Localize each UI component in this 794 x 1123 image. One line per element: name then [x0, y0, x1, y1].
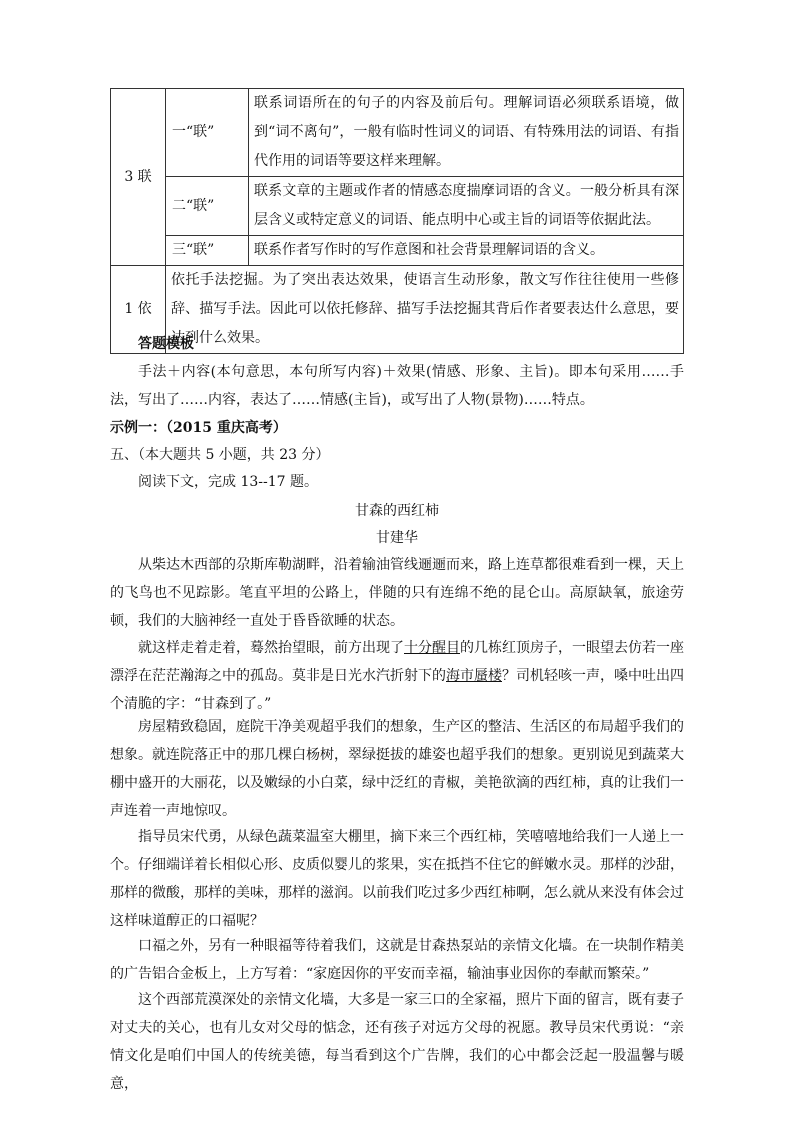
method-table	[110, 88, 684, 354]
p2-text-a: 就这样走着走着，蓦然抬望眼，前方出现了	[138, 640, 404, 656]
template-heading: 答题模板	[138, 336, 194, 352]
article-title: 甘森的西红柿	[355, 503, 439, 519]
paragraph-1: 从柴达木西部的尕斯库勒湖畔，沿着输油管线逦逦而来，路上连草都很难看到一棵，天上的飞鸟也不见踪影。笔直平坦的公路上，伴随的只有连绵不绝的昆仑山。高原缺氧，旅途劳顿，我们的大脑神经一直处于昏昏欲睡的状态。	[110, 557, 684, 629]
paragraph-2	[110, 634, 684, 718]
sub-text-3: 联系作者写作时的写作意图和社会背景理解词语的含义。	[249, 236, 684, 266]
paragraph-5: 口福之外，另有一种眼福等待着我们，这就是甘森热泵站的亲情文化墙。在一块制作精美的广告铝合金板上，上方写着：“家庭因你的平安而幸福，输油事业因你的奉献而繁荣。”	[110, 938, 684, 982]
p2-text-b: 的几栋红顶房子，一眼望去仿若一座漂浮在茫茫瀚海之中的孤岛。莫非是日光水汽折射下的	[110, 640, 684, 684]
underlined-phrase: 海市蜃楼	[446, 668, 502, 684]
template-text: 手法＋内容(本句意思，本句所写内容)＋效果(情感、形象、主旨)。即本句采用……手法，写出了……内容，表达了……情感(主旨)，或写出了人物(景物)……特点。	[110, 364, 684, 408]
sub-label-2: 二“联”	[166, 177, 249, 236]
paragraph-3: 房屋精致稳固，庭院干净美观超乎我们的想象，生产区的整洁、生活区的布局超乎我们的想象。就连院落正中的那几棵白杨树，翠绿挺拔的雄姿也超乎我们的想象。更别说见到蔬菜大棚中盛开的大丽花，以及嫩绿的小白菜，绿中泛红的青椒，美艳欲滴的西红柿，真的让我们一声连着一声地惊叹。	[110, 719, 684, 819]
underlined-phrase: 十分醒目	[404, 640, 460, 656]
example-heading: 示例一：（2015 重庆高考）	[110, 420, 287, 436]
row-text-1yi: 依托手法挖掘。为了突出表达效果，使语言生动形象，散文写作往往使用一些修辞、描写手法。因此可以依托修辞、描写手法挖掘其背后作者要表达什么意思，要达到什么效果。	[166, 266, 684, 354]
instruction: 阅读下文，完成 13--17 题。	[138, 474, 318, 490]
sub-text-2: 联系文章的主题或作者的情感态度揣摩词语的含义。一般分析具有深层含义或特定意义的词语、能点明中心或主旨的词语等依据此法。	[249, 177, 684, 236]
row-label-3lian: 3 联	[111, 89, 166, 266]
paragraph-4: 指导员宋代勇，从绿色蔬菜温室大棚里，摘下来三个西红柿，笑嘻嘻地给我们一人递上一个。仔细端详着长相似心形、皮质似婴儿的浆果，实在抵挡不住它的鲜嫩水灵。那样的沙甜，那样的微酸，那样的美味，那样的滋润。以前我们吃过多少西红柿啊，怎么就从来没有体会过这样味道醇正的口福呢？	[110, 829, 684, 929]
section-heading: 五、（本大题共 5 小题，共 23 分）	[110, 447, 330, 463]
sub-text-1: 联系词语所在的句子的内容及前后句。理解词语必须联系语境，做到“词不离句”，一般有临时性词义的词语、有特殊用法的词语、有指代作用的词语等要这样来理解。	[249, 89, 684, 177]
paragraph-6: 这个西部荒漠深处的亲情文化墙，大多是一家三口的全家福，照片下面的留言，既有妻子对丈夫的关心，也有儿女对父母的惦念，还有孩子对远方父母的祝愿。教导员宋代勇说：“亲情文化是咱们中国人的传统美德，每当看到这个广告牌，我们的心中都会泛起一股温馨与暖意，	[110, 992, 684, 1092]
table-row	[111, 89, 684, 177]
row-label-1yi: 1 依	[111, 266, 166, 354]
article-author: 甘建华	[376, 530, 418, 546]
sub-label-1: 一“联”	[166, 89, 249, 177]
p2-text-c: ？司机轻咳一声，嗓中吐出四个清脆的字：“甘森到了。”	[110, 668, 684, 712]
table-row	[111, 236, 684, 266]
table-row	[111, 177, 684, 236]
sub-label-3: 三“联”	[166, 236, 249, 266]
